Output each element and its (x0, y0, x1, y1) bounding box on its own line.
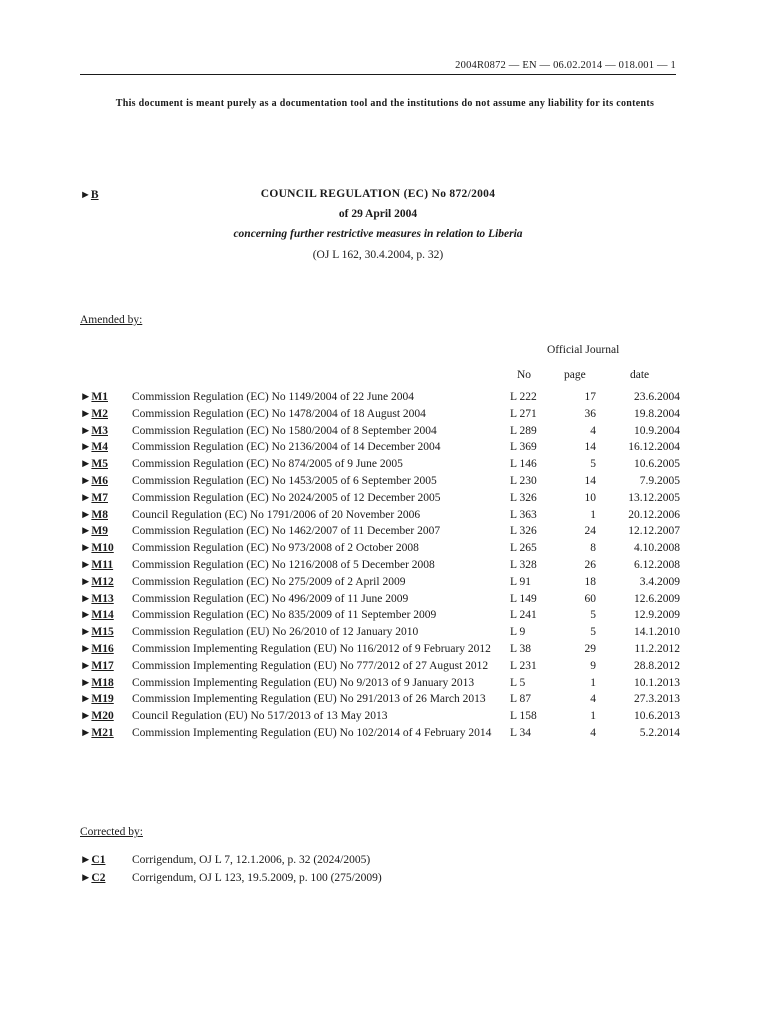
oj-date: 10.1.2013 (634, 676, 680, 689)
arrow-icon: ► (80, 458, 92, 471)
arrow-icon: ► (80, 424, 92, 437)
oj-number: L 34 (510, 726, 531, 739)
oj-page: 8 (590, 542, 596, 555)
oj-page: 5 (590, 458, 596, 471)
oj-page: 1 (590, 676, 596, 689)
amendment-row (80, 677, 680, 690)
amendment-row (80, 609, 680, 622)
amendment-code-link[interactable]: M1 (91, 391, 108, 403)
amendment-code-link[interactable]: M8 (91, 508, 108, 521)
amendment-marker[interactable] (80, 626, 132, 639)
amendment-marker[interactable] (80, 727, 132, 740)
amendment-row (80, 693, 680, 706)
amendment-row (80, 710, 680, 723)
oj-number: L 241 (510, 609, 537, 622)
oj-number: L 9 (510, 626, 526, 639)
amendment-code-link[interactable]: M2 (91, 407, 108, 420)
oj-date: 23.6.2004 (634, 391, 680, 403)
oj-page: 14 (584, 441, 596, 454)
document-oj-reference: (OJ L 162, 30.4.2004, p. 32) (312, 249, 444, 261)
oj-date: 28.8.2012 (634, 659, 680, 672)
arrow-icon: ► (80, 726, 92, 739)
amendment-code-link[interactable]: M19 (91, 693, 114, 706)
amendment-row (80, 475, 680, 488)
oj-page: 26 (584, 558, 596, 571)
amendment-code-link[interactable]: M21 (91, 726, 114, 739)
amendment-marker[interactable] (80, 559, 132, 572)
oj-date: 19.8.2004 (634, 407, 680, 420)
amendment-row (80, 525, 680, 538)
amendment-marker[interactable] (80, 391, 132, 404)
oj-page: 9 (590, 659, 596, 672)
amendment-row (80, 441, 680, 454)
oj-date: 12.6.2009 (634, 592, 680, 605)
oj-date: 12.9.2009 (634, 609, 680, 622)
arrow-icon: ► (80, 407, 92, 420)
oj-number: L 328 (510, 558, 537, 571)
amendment-title: Commission Implementing Regulation (EU) No 102/2014 of 4 February 2014 (132, 726, 492, 739)
oj-page: 4 (590, 693, 596, 706)
arrow-icon: ► (80, 525, 92, 538)
oj-page: 36 (584, 407, 596, 420)
amendment-title: Commission Regulation (EU) No 26/2010 of 12 January 2010 (132, 626, 419, 639)
amendment-title: Commission Regulation (EC) No 2136/2004 of 14 December 2004 (132, 441, 441, 454)
amendment-code-link[interactable]: M6 (91, 474, 108, 487)
amendment-row (80, 593, 680, 606)
amendment-code-link[interactable]: M11 (91, 558, 114, 571)
amendment-marker[interactable] (80, 593, 132, 606)
arrow-icon: ► (80, 676, 92, 689)
arrow-icon: ► (80, 391, 92, 403)
amendment-title: Commission Implementing Regulation (EU) No 116/2012 of 9 February 2012 (132, 642, 491, 655)
amendment-title: Commission Regulation (EC) No 1149/2004 of 22 June 2004 (132, 391, 414, 403)
amendment-row (80, 626, 680, 639)
oj-page: 4 (590, 726, 596, 739)
amendment-code-link[interactable]: M17 (91, 659, 114, 672)
amendment-row (80, 660, 680, 673)
oj-page: 1 (590, 508, 596, 521)
base-act-code-link[interactable]: B (90, 189, 99, 201)
amendment-row (80, 408, 680, 421)
corrigendum-marker[interactable] (80, 872, 132, 885)
column-header-no: No (517, 369, 532, 381)
oj-number: L 87 (510, 693, 531, 706)
amendment-marker[interactable] (80, 458, 132, 471)
corrigendum-marker[interactable] (80, 854, 132, 867)
arrow-icon: ► (80, 626, 92, 639)
corrected-by-label: Corrected by: (80, 826, 143, 838)
oj-page: 10 (584, 491, 596, 504)
oj-number: L 222 (510, 391, 537, 403)
oj-page: 5 (590, 626, 596, 639)
amendment-title: Commission Regulation (EC) No 496/2009 of 11 June 2009 (132, 592, 409, 605)
arrow-icon: ► (80, 659, 92, 672)
amendment-code-link[interactable]: M5 (91, 458, 108, 471)
oj-number: L 363 (510, 508, 537, 521)
oj-date: 10.6.2005 (634, 458, 680, 471)
amendment-row (80, 643, 680, 656)
amendment-row (80, 509, 680, 522)
document-subject: concerning further restrictive measures in relation to Liberia (233, 228, 523, 240)
amendment-title: Commission Regulation (EC) No 1462/2007 of 11 December 2007 (132, 525, 441, 538)
amendment-code-link[interactable]: M3 (91, 424, 108, 437)
arrow-icon: ► (80, 189, 91, 201)
amendment-marker[interactable] (80, 542, 132, 555)
corrigendum-text: Corrigendum, OJ L 123, 19.5.2009, p. 100 (275/2009) (132, 872, 382, 884)
amendment-title: Commission Regulation (EC) No 835/2009 of 11 September 2009 (132, 609, 437, 622)
arrow-icon: ► (80, 474, 92, 487)
oj-number: L 38 (510, 642, 531, 655)
oj-date: 14.1.2010 (634, 626, 680, 639)
amendment-code-link[interactable]: M10 (91, 542, 114, 555)
arrow-icon: ► (80, 542, 92, 555)
amendment-title: Commission Regulation (EC) No 1478/2004 of 18 August 2004 (132, 407, 426, 420)
amendment-row (80, 576, 680, 589)
amendment-code-link[interactable]: M13 (91, 592, 114, 605)
oj-date: 10.9.2004 (634, 424, 680, 437)
amendment-title: Commission Regulation (EC) No 1453/2005 of 6 September 2005 (132, 474, 437, 487)
oj-page: 4 (590, 424, 596, 437)
oj-number: L 265 (510, 542, 537, 555)
amendment-title: Commission Regulation (EC) No 2024/2005 of 12 December 2005 (132, 491, 441, 504)
amendment-code-link[interactable]: M12 (91, 575, 114, 588)
amendment-title: Commission Regulation (EC) No 1580/2004 of 8 September 2004 (132, 424, 437, 437)
amendment-title: Commission Regulation (EC) No 1216/2008 of 5 December 2008 (132, 558, 435, 571)
arrow-icon: ► (80, 491, 92, 504)
amendment-code-link[interactable]: M4 (91, 441, 108, 454)
oj-date: 7.9.2005 (639, 474, 680, 487)
oj-number: L 146 (510, 458, 537, 471)
oj-number: L 231 (510, 659, 537, 672)
amendment-row (80, 492, 680, 505)
oj-date: 13.12.2005 (628, 491, 680, 504)
amendment-title: Council Regulation (EC) No 1791/2006 of 20 November 2006 (132, 508, 421, 521)
amendment-title: Commission Implementing Regulation (EU) No 777/2012 of 27 August 2012 (132, 659, 489, 672)
amendment-row (80, 542, 680, 555)
oj-date: 12.12.2007 (628, 525, 680, 538)
oj-date: 3.4.2009 (639, 575, 680, 588)
amendment-code-link[interactable]: M14 (91, 609, 114, 622)
corrigendum-code-link[interactable]: C2 (91, 872, 106, 884)
amendment-marker[interactable] (80, 509, 132, 522)
amendment-row (80, 559, 680, 572)
oj-number: L 326 (510, 491, 537, 504)
amendment-marker[interactable] (80, 492, 132, 505)
arrow-icon: ► (80, 693, 92, 706)
oj-number: L 158 (510, 710, 537, 723)
arrow-icon: ► (80, 508, 92, 521)
amendment-code-link[interactable]: M15 (91, 626, 114, 639)
amendment-code-link[interactable]: M9 (91, 525, 108, 538)
oj-date: 10.6.2013 (634, 710, 680, 723)
amendment-marker[interactable] (80, 408, 132, 421)
amendment-marker[interactable] (80, 609, 132, 622)
oj-date: 11.2.2012 (634, 642, 680, 655)
amendment-marker[interactable] (80, 425, 132, 438)
arrow-icon: ► (80, 609, 92, 622)
oj-page: 5 (590, 609, 596, 622)
amendment-row (80, 425, 680, 438)
amendment-code-link[interactable]: M18 (91, 676, 114, 689)
oj-date: 5.2.2014 (639, 726, 680, 739)
amendment-title: Commission Regulation (EC) No 275/2009 of 2 April 2009 (132, 575, 406, 588)
oj-date: 4.10.2008 (634, 542, 680, 555)
disclaimer: This document is meant purely as a documentation tool and the institutions do not assume any liability for its contents (115, 98, 655, 109)
oj-page: 60 (584, 592, 596, 605)
oj-page: 17 (584, 391, 596, 403)
amendment-marker[interactable] (80, 660, 132, 673)
amendment-marker[interactable] (80, 475, 132, 488)
oj-number: L 369 (510, 441, 537, 454)
amendment-marker[interactable] (80, 525, 132, 538)
oj-number: L 91 (510, 575, 531, 588)
amendment-marker[interactable] (80, 643, 132, 656)
amendment-title: Commission Regulation (EC) No 874/2005 of 9 June 2005 (132, 458, 403, 471)
arrow-icon: ► (80, 592, 92, 605)
arrow-icon: ► (80, 575, 92, 588)
oj-number: L 5 (510, 676, 526, 689)
amendment-code-link[interactable]: M7 (91, 491, 108, 504)
oj-date: 20.12.2006 (628, 508, 680, 521)
amendment-row (80, 458, 680, 471)
arrow-icon: ► (80, 558, 92, 571)
oj-page: 14 (584, 474, 596, 487)
oj-number: L 230 (510, 474, 537, 487)
oj-page: 29 (584, 642, 596, 655)
oj-number: L 289 (510, 424, 537, 437)
oj-page: 18 (584, 575, 596, 588)
arrow-icon: ► (80, 441, 92, 454)
column-header-date: date (630, 369, 650, 381)
corrigenda-list (80, 854, 680, 890)
document-date: of 29 April 2004 (338, 208, 418, 220)
amendment-title: Council Regulation (EU) No 517/2013 of 13 May 2013 (132, 710, 388, 723)
arrow-icon: ► (80, 710, 92, 723)
corrigendum-row (80, 872, 680, 885)
oj-date: 16.12.2004 (628, 441, 680, 454)
amendment-row (80, 391, 680, 404)
arrow-icon: ► (80, 642, 92, 655)
arrow-icon: ► (80, 872, 92, 884)
column-header-page: page (564, 369, 586, 381)
oj-date: 27.3.2013 (634, 693, 680, 706)
amendment-title: Commission Regulation (EC) No 973/2008 of 2 October 2008 (132, 542, 419, 555)
amendment-title: Commission Implementing Regulation (EU) No 9/2013 of 9 January 2013 (132, 676, 475, 689)
amendment-marker[interactable] (80, 576, 132, 589)
amendment-marker[interactable] (80, 693, 132, 706)
oj-number: L 326 (510, 525, 537, 538)
corrigendum-code-link[interactable]: C1 (91, 854, 106, 866)
running-head: 2004R0872 — EN — 06.02.2014 — 018.001 — 1 (80, 60, 676, 75)
amendment-marker[interactable] (80, 441, 132, 454)
document-title: COUNCIL REGULATION (EC) No 872/2004 (260, 188, 496, 200)
amendment-row (80, 727, 680, 740)
corrigendum-row (80, 854, 680, 867)
oj-page: 24 (584, 525, 596, 538)
amendments-list (80, 391, 680, 744)
amendment-marker[interactable] (80, 677, 132, 690)
corrigendum-text: Corrigendum, OJ L 7, 12.1.2006, p. 32 (2024/2005) (132, 854, 371, 866)
oj-number: L 271 (510, 407, 537, 420)
amendment-title: Commission Implementing Regulation (EU) No 291/2013 of 26 March 2013 (132, 693, 486, 706)
oj-number: L 149 (510, 592, 537, 605)
amendment-marker[interactable] (80, 710, 132, 723)
amended-by-label: Amended by: (80, 314, 143, 326)
arrow-icon: ► (80, 854, 92, 866)
official-journal-header: Official Journal (547, 344, 620, 356)
oj-page: 1 (590, 710, 596, 723)
oj-date: 6.12.2008 (634, 558, 680, 571)
amendment-code-link[interactable]: M16 (91, 642, 114, 655)
amendment-code-link[interactable]: M20 (91, 710, 114, 723)
